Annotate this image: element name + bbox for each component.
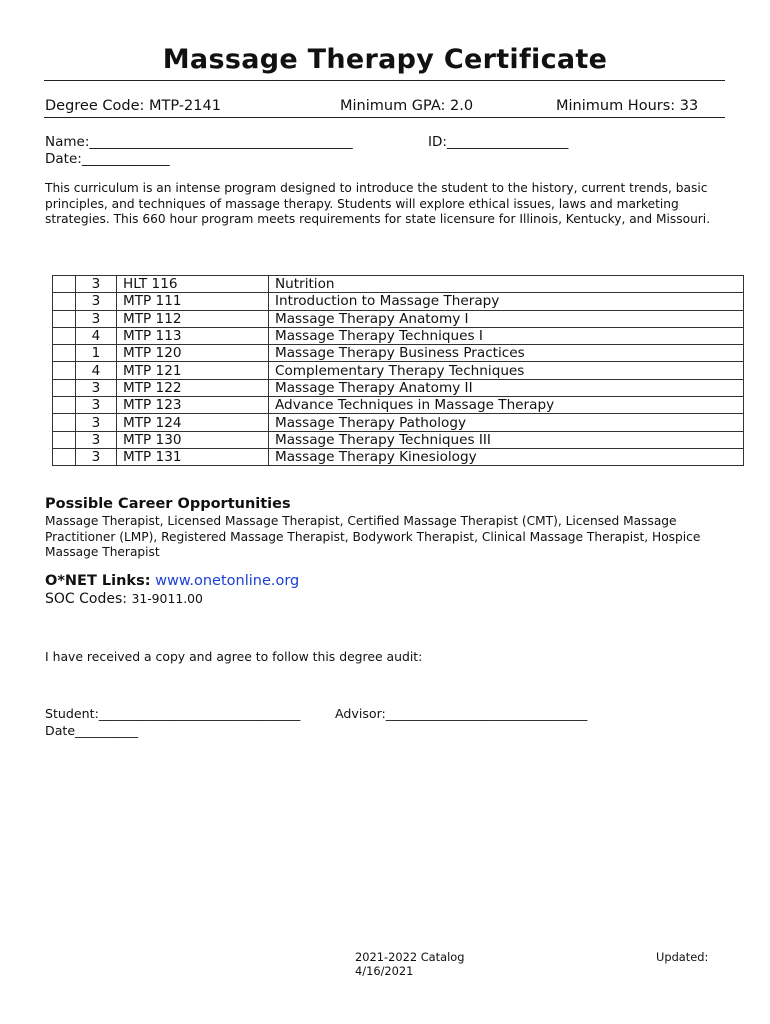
course-title: Advance Techniques in Massage Therapy xyxy=(269,397,744,414)
table-row xyxy=(53,327,744,344)
row-check-cell xyxy=(53,414,76,431)
row-check-cell xyxy=(53,379,76,396)
onet-label: O*NET Links: xyxy=(45,573,151,589)
row-check-cell xyxy=(53,293,76,310)
minimum-gpa: Minimum GPA: 2.0 xyxy=(340,98,474,114)
course-credits: 3 xyxy=(76,448,117,465)
course-title: Massage Therapy Pathology xyxy=(269,414,744,431)
course-code: MTP 120 xyxy=(117,345,269,362)
row-check-cell xyxy=(53,448,76,465)
course-credits: 4 xyxy=(76,327,117,344)
course-title: Massage Therapy Anatomy II xyxy=(269,379,744,396)
soc-code: 31-9011.00 xyxy=(131,591,203,606)
table-row xyxy=(53,414,744,431)
course-title: Massage Therapy Business Practices xyxy=(269,345,744,362)
course-title: Massage Therapy Kinesiology xyxy=(269,448,744,465)
minimum-hours: Minimum Hours: 33 xyxy=(556,98,699,114)
row-check-cell xyxy=(53,310,76,327)
course-credits: 3 xyxy=(76,310,117,327)
row-check-cell xyxy=(53,327,76,344)
footer-updated: Updated: xyxy=(656,950,709,964)
table-row xyxy=(53,448,744,465)
catalog-date: 4/16/2021 xyxy=(355,964,414,978)
id-field[interactable]: ID:__________________ xyxy=(428,134,569,150)
course-code: MTP 122 xyxy=(117,379,269,396)
header-rule xyxy=(44,117,725,118)
onet-link[interactable]: www.onetonline.org xyxy=(155,573,300,589)
course-title: Complementary Therapy Techniques xyxy=(269,362,744,379)
career-heading: Possible Career Opportunities xyxy=(45,496,291,512)
row-check-cell xyxy=(53,431,76,448)
course-credits: 3 xyxy=(76,379,117,396)
course-credits: 4 xyxy=(76,362,117,379)
degree-code: Degree Code: MTP-2141 xyxy=(45,98,221,114)
curriculum-description: This curriculum is an intense program designed to introduce the student to the history, current trends, basic principles, and techniques of massage therapy. Students will explore ethical issues, laws and marketing strategies. This 660 hour program meets requirements for state licensure for Illinois, Kentucky, and Missouri. xyxy=(45,181,711,226)
course-code: MTP 112 xyxy=(117,310,269,327)
page-title: Massage Therapy Certificate xyxy=(162,44,608,75)
name-field[interactable]: Name:_______________________________________ xyxy=(45,134,353,150)
soc-codes xyxy=(45,591,203,607)
course-table xyxy=(52,275,744,466)
course-code: MTP 131 xyxy=(117,448,269,465)
course-code: MTP 123 xyxy=(117,397,269,414)
course-credits: 3 xyxy=(76,293,117,310)
row-check-cell xyxy=(53,276,76,293)
course-title: Massage Therapy Techniques I xyxy=(269,327,744,344)
title-rule xyxy=(44,80,725,81)
onet-links xyxy=(45,573,299,589)
course-credits: 3 xyxy=(76,397,117,414)
course-credits: 1 xyxy=(76,345,117,362)
footer-catalog xyxy=(355,950,464,978)
table-row xyxy=(53,345,744,362)
course-code: MTP 124 xyxy=(117,414,269,431)
course-title: Nutrition xyxy=(269,276,744,293)
course-credits: 3 xyxy=(76,414,117,431)
table-row xyxy=(53,431,744,448)
table-row xyxy=(53,379,744,396)
course-code: MTP 111 xyxy=(117,293,269,310)
soc-label: SOC Codes: xyxy=(45,591,127,607)
course-code: MTP 121 xyxy=(117,362,269,379)
table-row xyxy=(53,310,744,327)
table-row xyxy=(53,397,744,414)
signature-date[interactable]: Date__________ xyxy=(45,723,139,738)
agreement-text: I have received a copy and agree to follow this degree audit: xyxy=(45,649,423,664)
course-title: Massage Therapy Anatomy I xyxy=(269,310,744,327)
career-list: Massage Therapist, Licensed Massage Therapist, Certified Massage Therapist (CMT), Licensed Massage Practitioner (LMP), Registered Massage Therapist, Bodywork Therapist, Clinical Massage Therapist, Hospice Massage Therapist xyxy=(45,514,701,559)
catalog-year: 2021-2022 Catalog xyxy=(355,950,465,964)
course-code: MTP 113 xyxy=(117,327,269,344)
row-check-cell xyxy=(53,397,76,414)
row-check-cell xyxy=(53,345,76,362)
table-row xyxy=(53,276,744,293)
student-signature[interactable]: Student:________________________________ xyxy=(45,706,301,721)
course-credits: 3 xyxy=(76,431,117,448)
date-field[interactable]: Date:_____________ xyxy=(45,151,170,167)
course-title: Introduction to Massage Therapy xyxy=(269,293,744,310)
course-credits: 3 xyxy=(76,276,117,293)
course-title: Massage Therapy Techniques III xyxy=(269,431,744,448)
table-row xyxy=(53,293,744,310)
course-code: MTP 130 xyxy=(117,431,269,448)
table-row xyxy=(53,362,744,379)
advisor-signature[interactable]: Advisor:________________________________ xyxy=(335,706,588,721)
row-check-cell xyxy=(53,362,76,379)
course-code: HLT 116 xyxy=(117,276,269,293)
